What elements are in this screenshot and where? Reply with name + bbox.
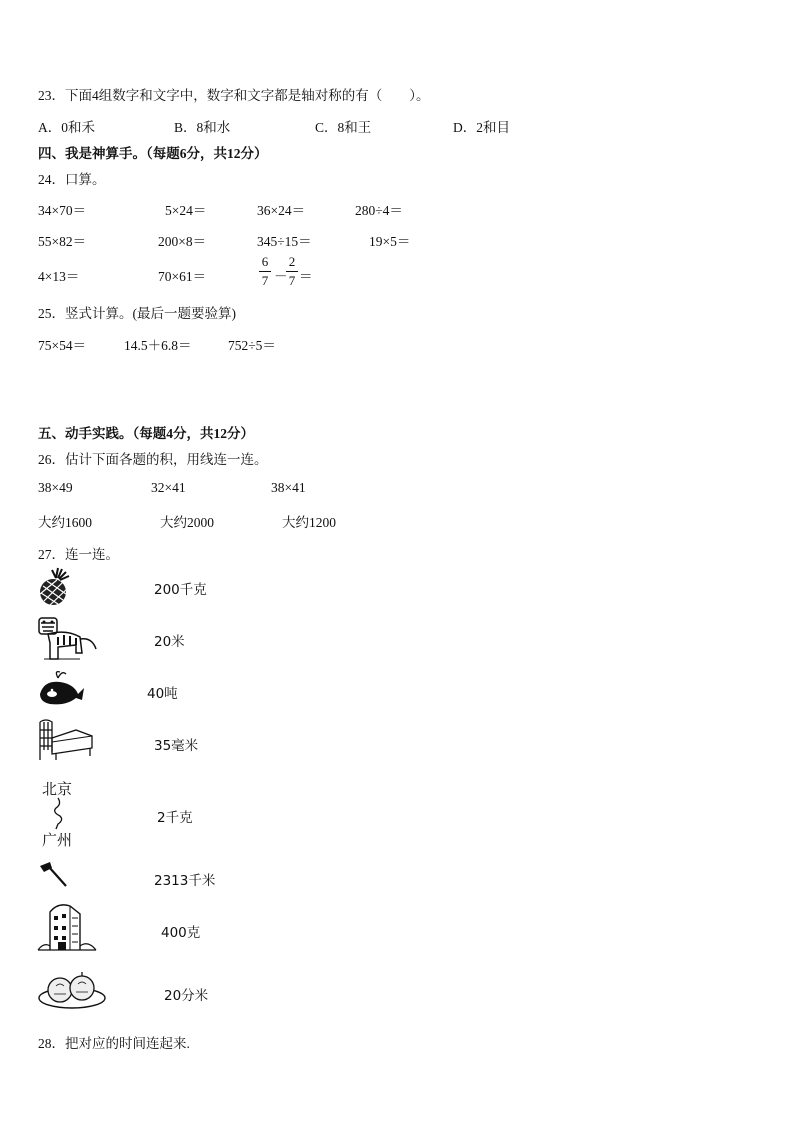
map-label-guangzhou: 广州 (42, 831, 73, 849)
q27-stem: 27．连一连。 (38, 547, 119, 562)
q24-r1-c3: 36×24＝ (257, 203, 306, 218)
q24-r2-c3: 345÷15＝ (257, 234, 312, 249)
q25-stem: 25．竖式计算。(最后一题要验算) (38, 306, 236, 321)
whale-icon[interactable] (36, 668, 86, 708)
q23-stem: 23．下面4组数字和文字中，数字和文字都是轴对称的有（ ）。 (38, 88, 430, 103)
q26-stem: 26．估计下面各题的积，用线连一连。 (38, 452, 268, 467)
q26-estimate-3[interactable]: 大约1200 (282, 515, 336, 530)
q26-estimate-1[interactable]: 大约1600 (38, 515, 92, 530)
fraction-a-numerator: 6 (261, 254, 269, 269)
q26-product-3[interactable]: 38×41 (271, 480, 306, 495)
q24-r1-c4: 280÷4＝ (355, 203, 403, 218)
tiger-icon[interactable] (36, 615, 100, 663)
section5-heading: 五、动手实践。（每题4分，共12分） (38, 426, 254, 441)
fraction-b-numerator: 2 (288, 254, 296, 269)
fruit-plate-icon[interactable] (36, 968, 108, 1012)
q27-label-7[interactable]: 400克 (161, 925, 201, 941)
bed-icon[interactable] (36, 716, 96, 762)
q23-option-b[interactable]: B．8和水 (174, 120, 231, 135)
q24-r1-c2: 5×24＝ (165, 203, 207, 218)
q27-label-2[interactable]: 20米 (154, 634, 185, 650)
q24-stem: 24．口算。 (38, 172, 106, 187)
nail-icon[interactable] (36, 860, 72, 890)
q24-r2-c2: 200×8＝ (158, 234, 207, 249)
q25-item-3: 752÷5＝ (228, 338, 276, 353)
pineapple-icon[interactable] (36, 566, 74, 606)
q25-item-2: 14.5＋6.8＝ (124, 338, 192, 353)
q27-label-5[interactable]: 2千克 (157, 810, 193, 826)
fraction-b (286, 254, 298, 289)
fraction-a (259, 254, 271, 289)
q26-product-1[interactable]: 38×49 (38, 480, 73, 495)
fraction-a-denominator: 7 (261, 273, 269, 288)
section4-heading: 四、我是神算手。（每题6分，共12分） (38, 146, 268, 161)
q24-r2-c1: 55×82＝ (38, 234, 87, 249)
q27-label-3[interactable]: 40吨 (147, 686, 178, 702)
minus-sign: － (274, 269, 288, 284)
route-line-icon (40, 796, 80, 830)
q23-option-d[interactable]: D．2和目 (453, 120, 510, 135)
q25-item-1: 75×54＝ (38, 338, 87, 353)
q24-r1-c1: 34×70＝ (38, 203, 87, 218)
q27-label-4[interactable]: 35毫米 (154, 738, 199, 754)
fraction-b-denominator: 7 (288, 273, 296, 288)
q24-r3-c1: 4×13＝ (38, 269, 80, 284)
building-icon[interactable] (36, 900, 98, 952)
q23-option-a[interactable]: A．0和禾 (38, 120, 95, 135)
q27-label-8[interactable]: 20分米 (164, 988, 209, 1004)
q26-product-2[interactable]: 32×41 (151, 480, 186, 495)
q24-r3-c2: 70×61＝ (158, 269, 207, 284)
q27-label-1[interactable]: 200千克 (154, 582, 207, 598)
map-label-beijing: 北京 (42, 780, 73, 798)
equals-sign: ＝ (299, 269, 313, 284)
q28-stem: 28．把对应的时间连起来. (38, 1036, 190, 1051)
q23-option-c[interactable]: C．8和王 (315, 120, 372, 135)
q26-estimate-2[interactable]: 大约2000 (160, 515, 214, 530)
q24-r2-c4: 19×5＝ (369, 234, 411, 249)
q27-label-6[interactable]: 2313千米 (154, 873, 216, 889)
